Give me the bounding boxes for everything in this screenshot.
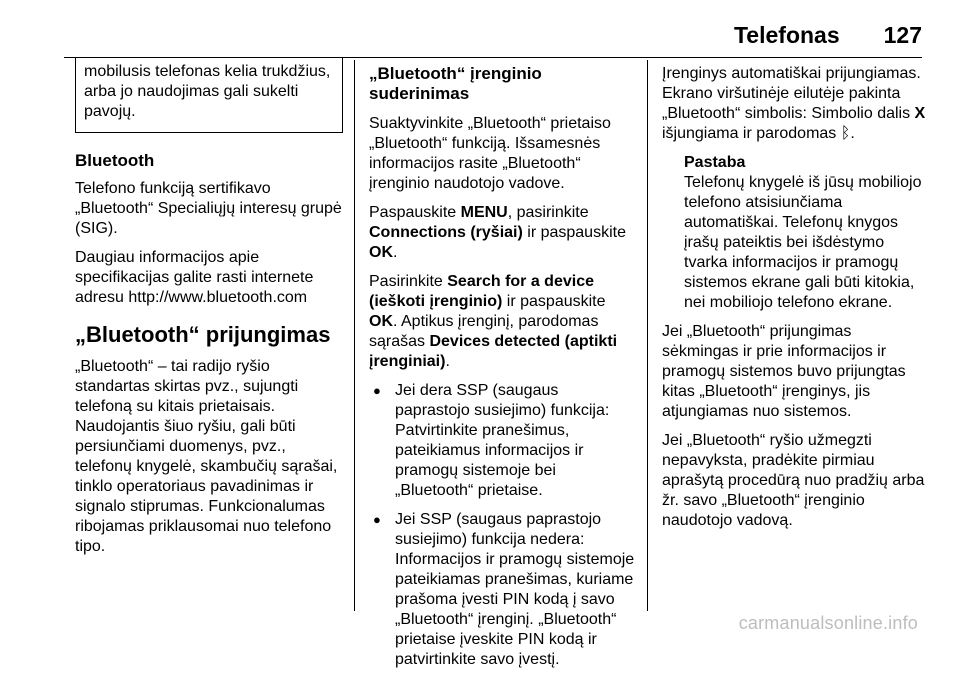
- bluetooth-icon: ᛒ: [840, 125, 851, 142]
- paragraph: „Bluetooth“ – tai radijo ryšio standartas skirtas pvz., sujungti telefoną su kitais prietaisais. Naudojantis šiuo ryšiu, gali būti persiunčiami duomenys, pvz., telefonų knygelė, skambučių sąrašai, tinklo operatoriaus pavadinimas ir signalo stiprumas. Funkcionalumas ribojamas priklausomai nuo telefono tipo.: [75, 358, 338, 555]
- page-number: 127: [883, 22, 922, 48]
- warning-box: [75, 58, 343, 133]
- heading-bluetooth-connection: „Bluetooth“ prijungimas: [75, 322, 331, 347]
- menu-key: MENU: [460, 204, 508, 221]
- menu-item-search: Search for a device (ieškoti įrenginio): [369, 273, 594, 310]
- heading-bluetooth-pairing: „Bluetooth“ įrenginio suderinimas: [369, 64, 542, 103]
- menu-item-devices-detected: Devices detected (aptikti įrenginiai): [369, 333, 618, 370]
- ok-key: OK: [369, 244, 393, 261]
- column-3: [662, 64, 932, 540]
- bullet-list: [369, 381, 637, 670]
- note-text: Telefonų knygelė iš jūsų mobiliojo telefono atsisiunčiama automatiškai. Telefonų knygos įrašų pateiktis bei išdėstymo tvarka informacijos ir pramogų sistemos ekrane gali būti kitokia, nei mobiliojo telefono ekrane.: [684, 174, 922, 311]
- paragraph: Jei „Bluetooth“ prijungimas sėkmingas ir prie informacijos ir pramogų sistemos buvo prijungtas kitas „Bluetooth“ įrenginys, jis atjungiamas nuo sistemos.: [662, 323, 906, 420]
- list-item: ● Jei dera SSP (saugaus paprastojo susiejimo) funkcija: Patvirtinkite pranešimus, pateikiamus informacijos ir pramogų sistemoje bei „Bluetooth“ prietaise.: [369, 381, 637, 501]
- section-title: Telefonas: [733, 22, 840, 48]
- symbol-x: X: [914, 105, 926, 122]
- list-item: ● Jei SSP (saugaus paprastojo susiejimo) funkcija nedera: Informacijos ir pramogų sistemoje pateikiamas pranešimas, kuriame prašoma įvesti PIN kodą į savo „Bluetooth“ įrenginį. „Bluetooth“ prietaise įveskite PIN kodą ir patvirtinkite savo įvestį.: [369, 510, 637, 670]
- paragraph: Daugiau informacijos apie specifikacijas galite rasti internete adresu http://www.bluetooth.com: [75, 249, 314, 306]
- paragraph: Įrenginys automatiškai prijungiamas. Ekrano viršutinėje eilutėje pakinta „Bluetooth“ simbolis: Simbolio dalis X išjungiama ir parodomas ᛒ.: [662, 65, 926, 142]
- paragraph: Pasirinkite Search for a device (ieškoti įrenginio) ir paspauskite OK. Aptikus įrenginį, parodomas sąrašas Devices detected (aptikti įrenginiai).: [369, 273, 618, 370]
- column-divider: [647, 60, 648, 611]
- paragraph: Jei „Bluetooth“ ryšio užmegzti nepavyksta, pradėkite pirmiau aprašytą procedūrą nuo pradžių arba žr. savo „Bluetooth“ įrenginio naudotojo vadovą.: [662, 432, 925, 529]
- page-header: [60, 22, 922, 49]
- column-1: [75, 58, 343, 566]
- heading-bluetooth: Bluetooth: [75, 151, 155, 170]
- paragraph: Paspauskite MENU, pasirinkite Connections (ryšiai) ir paspauskite OK.: [369, 204, 626, 261]
- note-title: Pastaba: [684, 154, 746, 171]
- paragraph: Suaktyvinkite „Bluetooth“ prietaiso „Bluetooth“ funkciją. Išsamesnės informacijos rasite „Bluetooth“ įrenginio naudotojo vadove.: [369, 115, 611, 192]
- column-2: [369, 64, 637, 679]
- menu-item-connections: Connections (ryšiai): [369, 224, 523, 241]
- note-box: [662, 153, 932, 313]
- paragraph: Telefono funkciją sertifikavo „Bluetooth“ Specialiųjų interesų grupė (SIG).: [75, 180, 342, 237]
- watermark: carmanualsonline.info: [738, 613, 918, 633]
- column-divider: [354, 60, 355, 611]
- ok-key: OK: [369, 313, 393, 330]
- warning-text: mobilusis telefonas kelia trukdžius, arba jo naudojimas gali sukelti pavojų.: [84, 63, 331, 120]
